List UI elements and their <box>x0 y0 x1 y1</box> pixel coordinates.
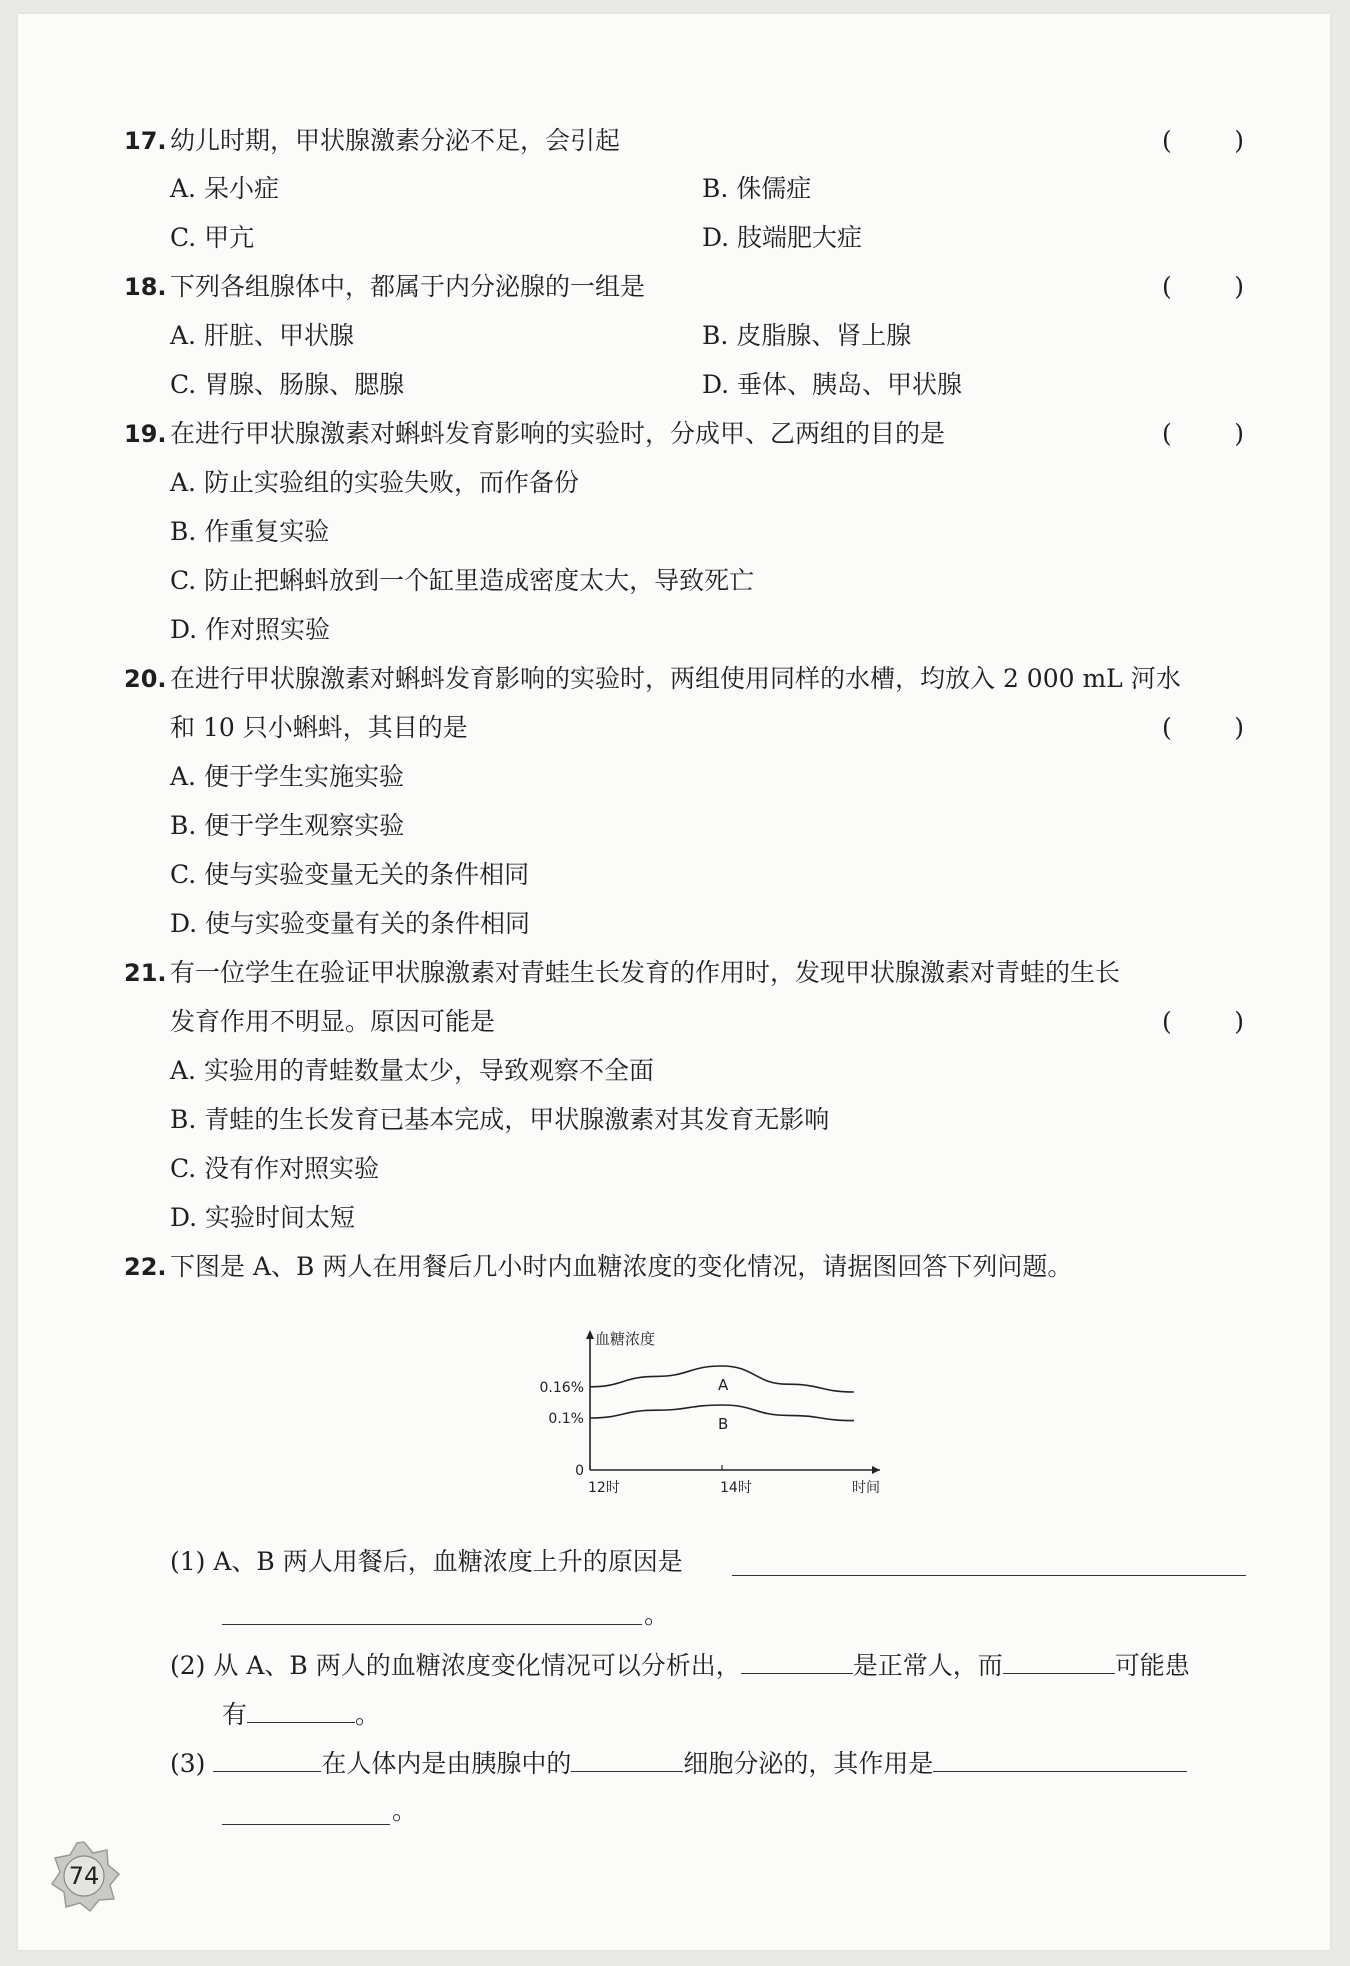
y-tick-label: 0 <box>575 1463 584 1479</box>
sub-question-2-text-b: 是正常人，而 <box>852 1651 1003 1680</box>
sub-question-3-number: (3) <box>170 1749 206 1778</box>
q18-option-c: C. 胃腺、肠腺、腮腺 <box>170 370 405 399</box>
question-18-stem: 下列各组腺体中，都属于内分泌腺的一组是 <box>170 272 646 301</box>
q17-option-d: D. 肢端肥大症 <box>702 223 863 252</box>
q20-option-c: C. 使与实验变量无关的条件相同 <box>170 860 530 889</box>
sub-question-3-end: 。 <box>392 1796 418 1825</box>
answer-blank-1b[interactable] <box>222 1598 642 1625</box>
sub-question-3-text-b: 细胞分泌的，其作用是 <box>683 1749 934 1778</box>
y-axis-arrow <box>586 1330 594 1339</box>
answer-bracket-17[interactable]: ( ) <box>1162 126 1244 155</box>
q21-option-b: B. 青蛙的生长发育已基本完成，甲状腺激素对其发育无影响 <box>170 1105 830 1134</box>
question-18-number: 18. <box>124 273 167 301</box>
q20-option-a: A. 便于学生实施实验 <box>170 762 404 791</box>
sub-question-3-text-a: 在人体内是由胰腺中的 <box>321 1749 572 1778</box>
y-tick-label: 0.1% <box>548 1411 584 1427</box>
q19-option-b: B. 作重复实验 <box>170 517 330 546</box>
question-17-number: 17. <box>124 127 167 155</box>
sub-question-2-text-d: 有 <box>222 1700 248 1729</box>
question-22-number: 22. <box>124 1253 167 1281</box>
answer-bracket-19[interactable]: ( ) <box>1162 419 1244 448</box>
question-21-stem-line1: 有一位学生在验证甲状腺激素对青蛙生长发育的作用时，发现甲状腺激素对青蛙的生长 <box>170 958 1121 987</box>
sub-question-1-number: (1) <box>170 1547 206 1576</box>
q18-option-d: D. 垂体、胰岛、甲状腺 <box>702 370 963 399</box>
x-tick-label: 14时 <box>720 1480 752 1496</box>
sub-question-1-end: 。 <box>644 1600 670 1629</box>
q20-option-d: D. 使与实验变量有关的条件相同 <box>170 909 531 938</box>
x-axis-label: 时间 <box>852 1480 880 1496</box>
sub-question-1-text: A、B 两人用餐后，血糖浓度上升的原因是 <box>213 1547 683 1576</box>
question-19-number: 19. <box>124 420 167 448</box>
question-20-stem-line1: 在进行甲状腺激素对蝌蚪发育影响的实验时，两组使用同样的水槽，均放入 2 000 mL 河水 <box>170 664 1181 693</box>
q19-option-d: D. 作对照实验 <box>170 615 331 644</box>
q18-option-a: A. 肝脏、甲状腺 <box>170 321 354 350</box>
answer-bracket-18[interactable]: ( ) <box>1162 272 1244 301</box>
question-20-stem-line2: 和 10 只小蝌蚪，其目的是 <box>170 713 468 742</box>
question-19-stem: 在进行甲状腺激素对蝌蚪发育影响的实验时，分成甲、乙两组的目的是 <box>170 419 946 448</box>
question-17-stem: 幼儿时期，甲状腺激素分泌不足，会引起 <box>170 126 621 155</box>
x-axis-arrow <box>872 1466 880 1474</box>
answer-blank-3d[interactable] <box>222 1798 390 1825</box>
sub-question-2-text-a: 从 A、B 两人的血糖浓度变化情况可以分析出， <box>213 1651 741 1680</box>
sub-question-2-end: 。 <box>355 1700 381 1729</box>
answer-blank-1a[interactable] <box>732 1549 1246 1576</box>
answer-bracket-20[interactable]: ( ) <box>1162 713 1244 742</box>
y-tick-label: 0.16% <box>539 1379 584 1396</box>
question-21-stem-line2: 发育作用不明显。原因可能是 <box>170 1007 496 1036</box>
sub-question-2-number: (2) <box>170 1651 206 1680</box>
answer-blank-3c[interactable] <box>933 1745 1187 1772</box>
q21-option-c: C. 没有作对照实验 <box>170 1154 380 1183</box>
q19-option-c: C. 防止把蝌蚪放到一个缸里造成密度太大，导致死亡 <box>170 566 755 595</box>
series-label-b: B <box>718 1415 729 1433</box>
answer-blank-3b[interactable] <box>571 1745 683 1772</box>
q17-option-b: B. 侏儒症 <box>702 174 812 203</box>
q17-option-c: C. 甲亢 <box>170 223 255 252</box>
blood-glucose-chart <box>520 1320 890 1510</box>
question-20-number: 20. <box>124 665 167 693</box>
question-22-stem: 下图是 A、B 两人在用餐后几小时内血糖浓度的变化情况，请据图回答下列问题。 <box>170 1252 1073 1281</box>
page-number-badge <box>48 1840 120 1912</box>
sub-question-2-text-c: 可能患 <box>1114 1651 1190 1680</box>
sub-question-3-line1 <box>170 1745 1187 1781</box>
q17-option-a: A. 呆小症 <box>170 174 279 203</box>
y-axis-label: 血糖浓度 <box>595 1330 656 1348</box>
sub-question-1 <box>170 1545 683 1579</box>
answer-blank-2b[interactable] <box>1003 1647 1115 1674</box>
q20-option-b: B. 便于学生观察实验 <box>170 811 405 840</box>
q18-option-b: B. 皮脂腺、肾上腺 <box>702 321 912 350</box>
answer-blank-3a[interactable] <box>213 1745 321 1772</box>
q21-option-a: A. 实验用的青蛙数量太少，导致观察不全面 <box>170 1056 654 1085</box>
sub-question-2-line2 <box>222 1696 380 1732</box>
q19-option-a: A. 防止实验组的实验失败，而作备份 <box>170 468 579 497</box>
series-label-a: A <box>718 1376 729 1394</box>
q21-option-d: D. 实验时间太短 <box>170 1203 356 1232</box>
sub-question-2-line1 <box>170 1647 1190 1683</box>
x-tick-label: 12时 <box>588 1480 620 1496</box>
page-number: 74 <box>68 1862 100 1890</box>
answer-bracket-21[interactable]: ( ) <box>1162 1007 1244 1036</box>
answer-blank-2c[interactable] <box>247 1696 355 1723</box>
question-21-number: 21. <box>124 959 167 987</box>
answer-blank-2a[interactable] <box>741 1647 853 1674</box>
